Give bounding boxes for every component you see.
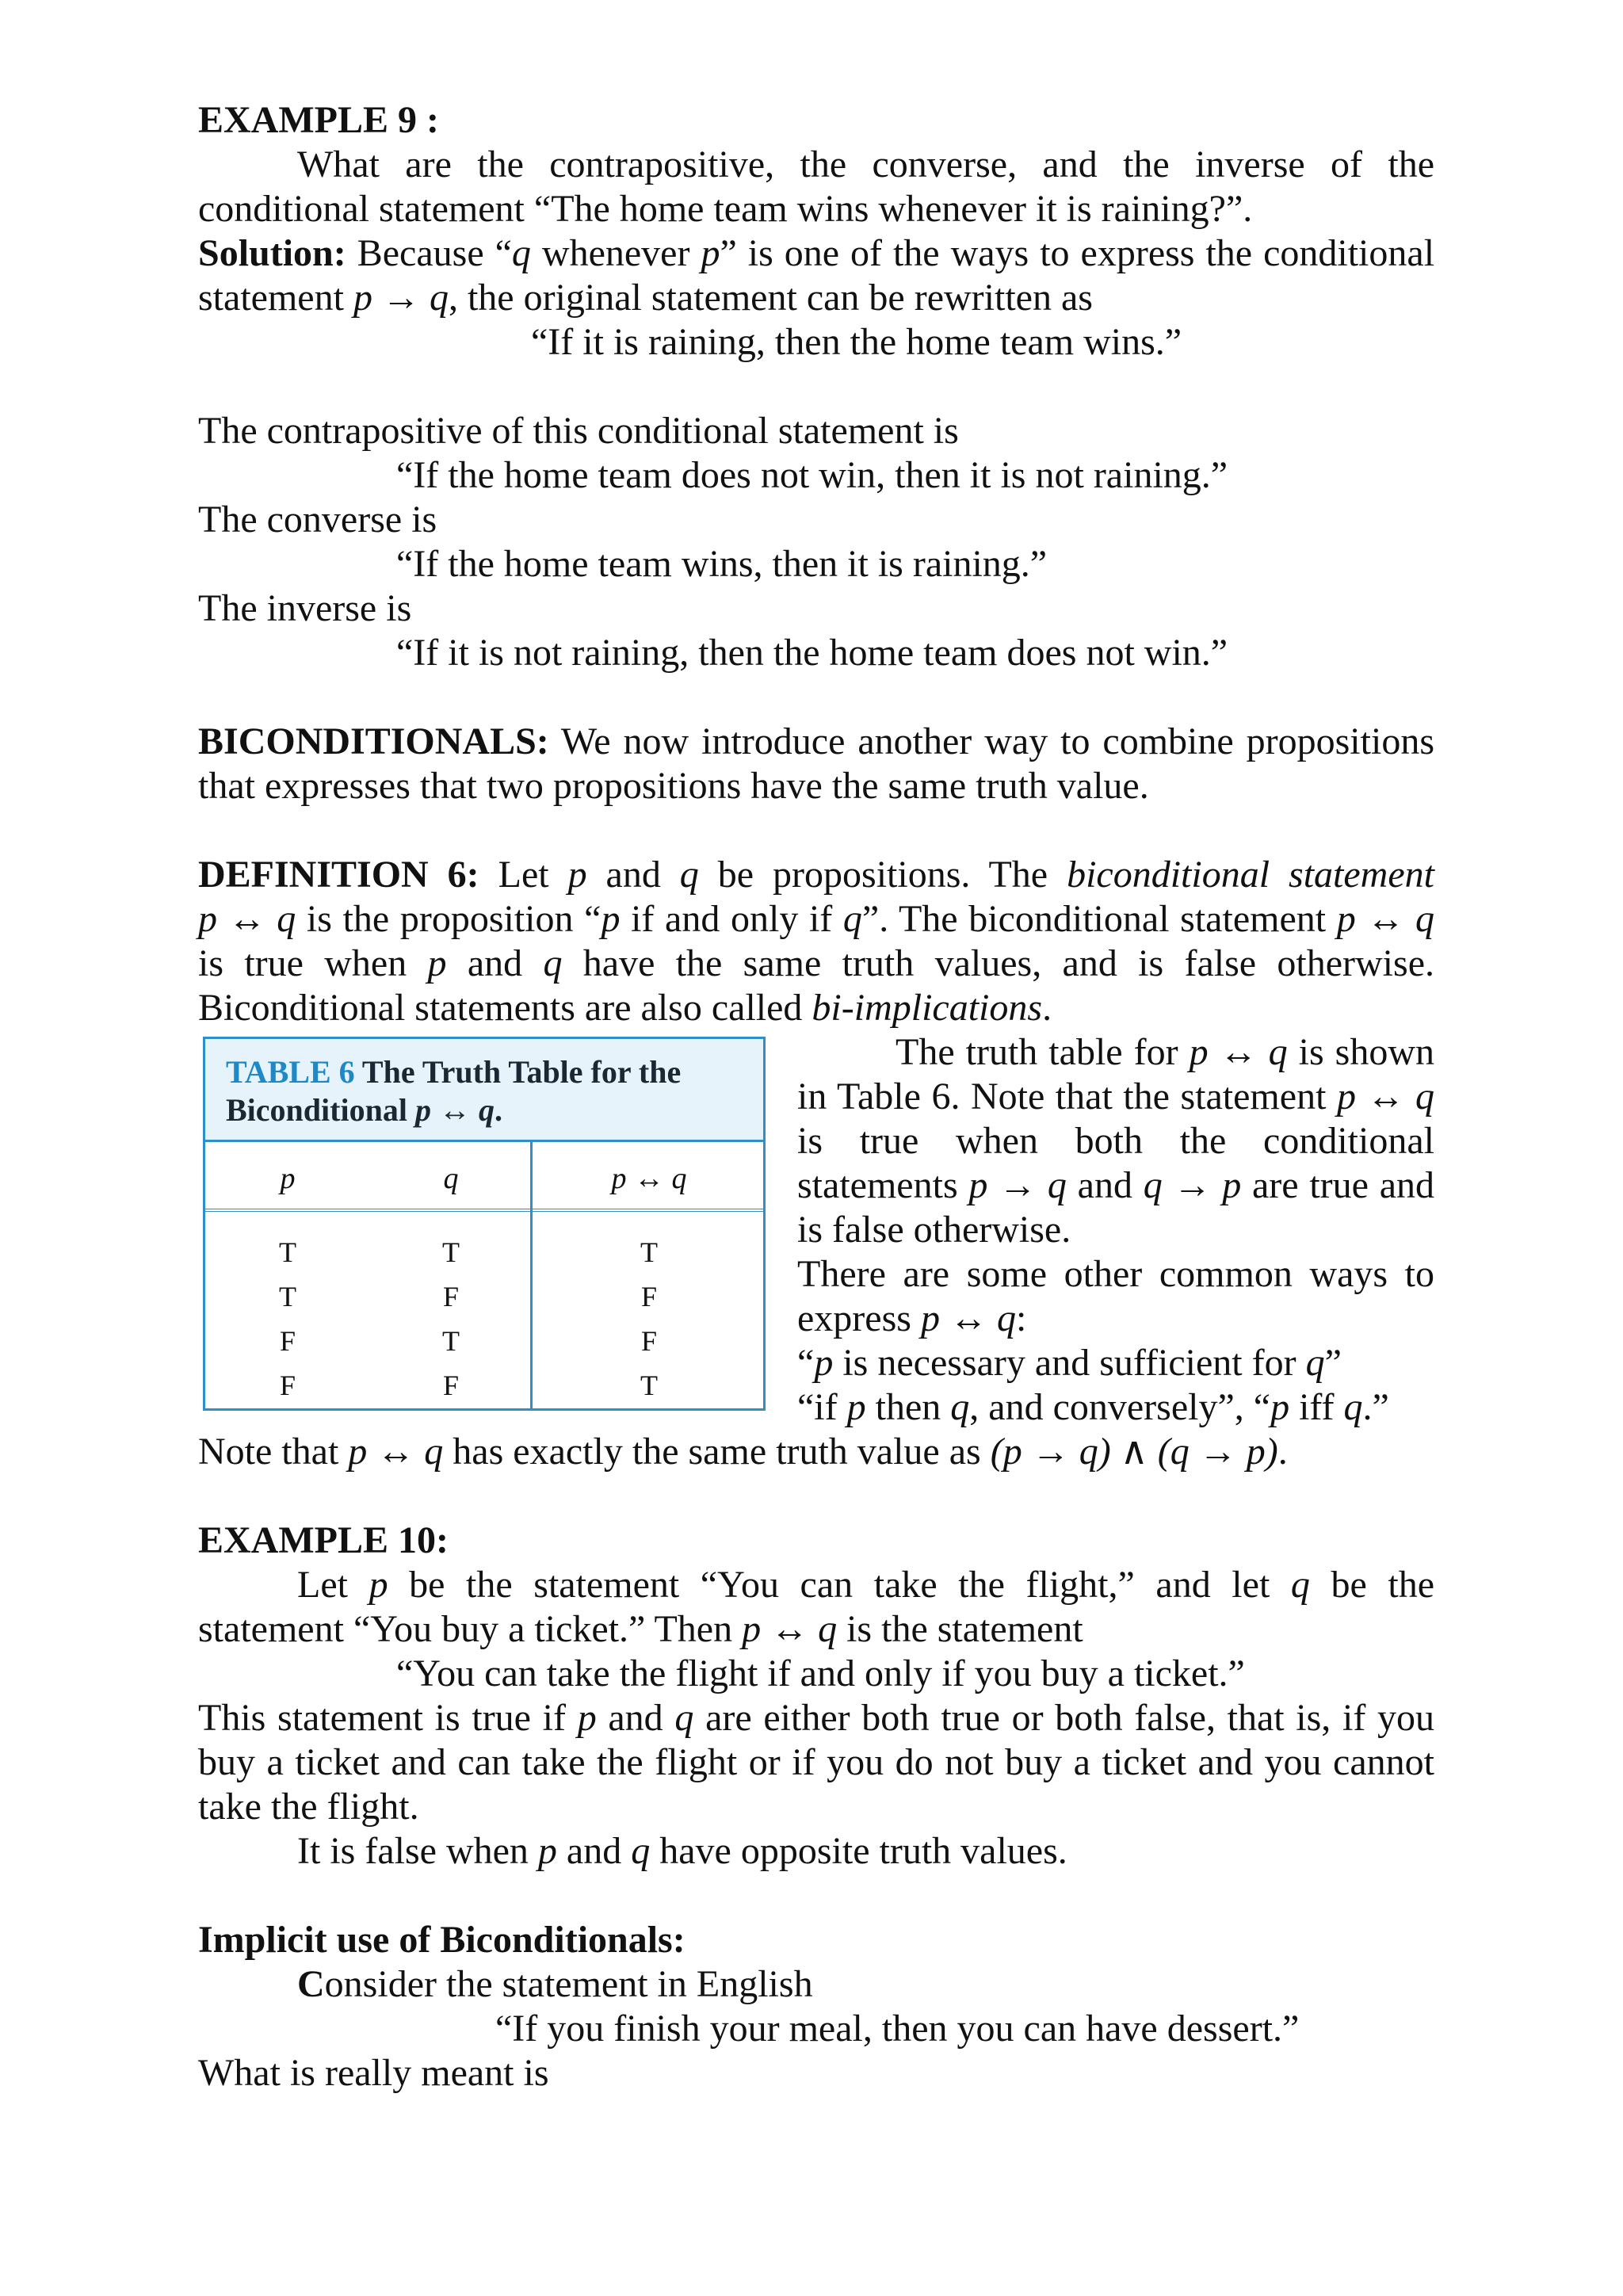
implicit-heading: Implicit use of Biconditionals: — [198, 1919, 685, 1961]
table-cell: T — [640, 1370, 658, 1401]
table-caption: TABLE 6 The Truth Table for the Biconditional p ↔ q. — [205, 1039, 763, 1142]
rewritten-statement: “If it is raining, then the home team wins.” — [531, 321, 1182, 363]
example-10-line-4: This statement is true if p and q are either both true or both false, that is, if you — [198, 1697, 1435, 1739]
implicit-quote: “If you finish your meal, then you can have dessert.” — [495, 2008, 1300, 2050]
table-header-p: p — [280, 1162, 296, 1195]
table-body — [205, 1212, 763, 1408]
side-text-line-9: “if p then q, and conversely”, “p iff q.” — [797, 1386, 1389, 1428]
side-text-line-6: There are some other common ways to — [797, 1253, 1434, 1295]
converse-intro: The converse is — [198, 499, 437, 541]
inverse-intro: The inverse is — [198, 587, 412, 629]
table-cell: F — [442, 1281, 460, 1312]
table-cell: F — [279, 1370, 296, 1401]
side-text-line-4: statements p → q and q → p are true and — [797, 1164, 1435, 1206]
side-text-line-3: is true when both the conditional — [797, 1120, 1434, 1162]
table-cell: T — [279, 1281, 296, 1312]
side-text-line-7: express p ↔ q: — [797, 1297, 1027, 1339]
biconditionals-line-1: BICONDITIONALS: We now introduce another way to combine propositions — [198, 720, 1434, 762]
example-10-heading: EXAMPLE 10: — [198, 1519, 449, 1561]
example-9-heading: EXAMPLE 9 : — [198, 99, 439, 141]
contrapositive-statement: “If the home team does not win, then it is not raining.” — [396, 454, 1228, 496]
implicit-line-3: What is really meant is — [198, 2052, 549, 2094]
table-label: TABLE 6 — [226, 1054, 355, 1090]
example-10-line-5: buy a ticket and can take the flight or if you do not buy a ticket and you cannot — [198, 1741, 1434, 1783]
table-title-line-1: The Truth Table for the — [354, 1054, 682, 1090]
solution-line-2: statement p → q, the original statement can be rewritten as — [198, 277, 1093, 319]
example-10-line-1: Let p be the statement “You can take the flight,” and let q be the — [297, 1564, 1434, 1606]
biconditionals-line-2: that expresses that two propositions have the same truth value. — [198, 765, 1149, 807]
example-9-question-line-2: conditional statement “The home team wins whenever it is raining?”. — [198, 188, 1253, 230]
truth-table-biconditional — [203, 1037, 766, 1411]
side-text-line-8: “p is necessary and sufficient for q” — [797, 1342, 1342, 1384]
definition-6-line-2: p ↔ q is the proposition “p if and only if q”. The biconditional statement p ↔ q — [198, 898, 1435, 940]
side-text-line-2: in Table 6. Note that the statement p ↔ q — [797, 1075, 1434, 1117]
table-title-line-2: Biconditional — [226, 1092, 415, 1128]
example-10-line-7: It is false when p and q have opposite truth values. — [297, 1830, 1067, 1872]
definition-6-line-4: Biconditional statements are also called bi-implications. — [198, 987, 1052, 1029]
inverse-statement: “If it is not raining, then the home team does not win.” — [396, 632, 1228, 674]
solution-line-1: Solution: Because “q whenever p” is one of the ways to express the conditional — [198, 232, 1435, 274]
table-cell: T — [640, 1236, 658, 1268]
table-title-expr: p ↔ q — [414, 1092, 495, 1128]
example-10-line-6: take the flight. — [198, 1786, 419, 1828]
example-10-line-2: statement “You buy a ticket.” Then p ↔ q is the statement — [198, 1608, 1083, 1650]
table-cell: F — [640, 1281, 658, 1312]
converse-statement: “If the home team wins, then it is raining.” — [396, 543, 1048, 585]
table-header-q: q — [443, 1162, 459, 1195]
definition-6-line-1: DEFINITION 6: Let p and q be propositions. The biconditional statement — [198, 854, 1434, 896]
table-header-row — [205, 1142, 763, 1212]
example-10-quote: “You can take the flight if and only if you buy a ticket.” — [396, 1652, 1245, 1694]
table-cell: T — [279, 1236, 296, 1268]
side-text-line-5: is false otherwise. — [797, 1209, 1071, 1251]
table-cell: T — [442, 1325, 460, 1357]
equivalence-note: Note that p ↔ q has exactly the same truth value as (p → q) ∧ (q → p). — [198, 1431, 1288, 1473]
table-header-p-iff-q: p ↔ q — [611, 1162, 687, 1195]
contrapositive-intro: The contrapositive of this conditional statement is — [198, 410, 959, 452]
example-9-question-line-1: What are the contrapositive, the converse, and the inverse of the — [297, 143, 1434, 185]
table-cell: F — [640, 1325, 658, 1357]
table-cell: F — [442, 1370, 460, 1401]
table-cell: F — [279, 1325, 296, 1357]
table-cell: T — [442, 1236, 460, 1268]
implicit-line-1: Consider the statement in English — [297, 1963, 813, 2005]
definition-6-line-3: is true when p and q have the same truth values, and is false otherwise. — [198, 942, 1434, 984]
side-text-line-1: The truth table for p ↔ q is shown — [896, 1031, 1435, 1073]
